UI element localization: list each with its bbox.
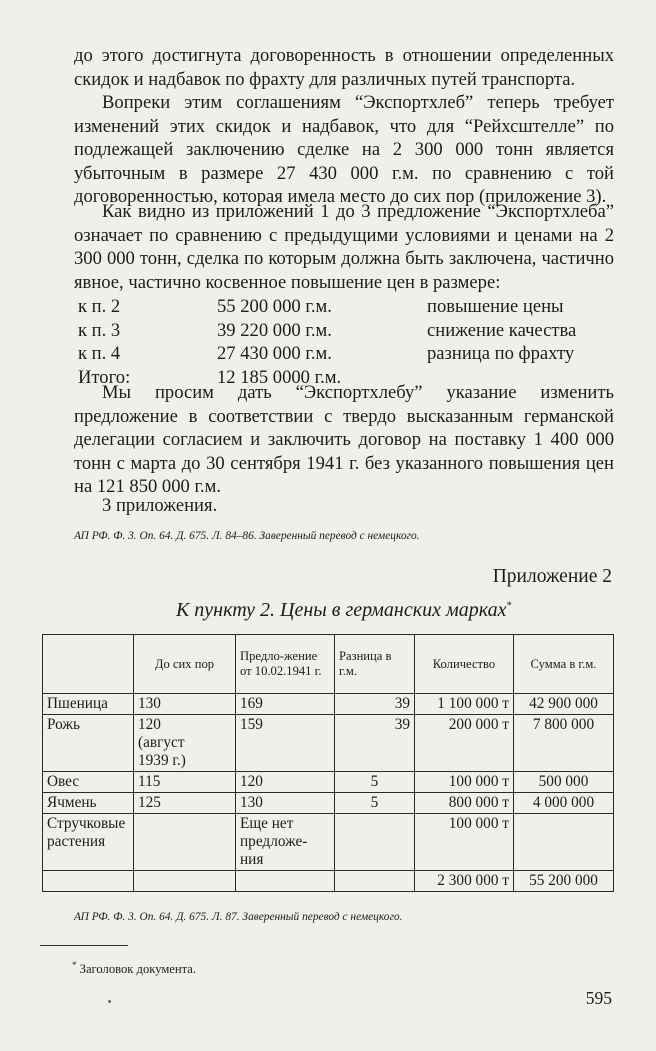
table-cell: 115	[134, 772, 236, 793]
table-cell: 5	[335, 772, 415, 793]
table-cell: 500 000	[514, 772, 614, 793]
table-row	[43, 814, 614, 871]
paragraph-exportkhleb-demands: Вопреки этим соглашениям “Экспортхлеб” теперь требует изменений этих скидок и надбавок, что для “Рейхсштелле” по подлежащей заключению сделке на 2 300 000 тонн является убыточным в размере 27 430 000 г.м. по сравнению с той договоренностью, которая имела место до сих пор (приложение 3).	[74, 92, 614, 208]
header-cell: Количество	[415, 635, 514, 694]
table-cell: 120	[236, 772, 335, 793]
table-cell: Овес	[43, 772, 134, 793]
table-cell: 100 000 т	[415, 772, 514, 793]
table-cell: 130	[134, 694, 236, 715]
table-cell: 159	[236, 715, 335, 772]
footnote-text: Заголовок документа.	[79, 962, 197, 977]
table-cell: 169	[236, 694, 335, 715]
breakdown-amount: 27 430 000 г.м.	[217, 343, 332, 365]
breakdown-row	[78, 295, 618, 319]
table-cell: 55 200 000	[514, 871, 614, 892]
breakdown-amount: 55 200 000 г.м.	[217, 296, 332, 317]
table-cell: Рожь	[43, 715, 134, 772]
header-cell: Сумма в г.м.	[514, 635, 614, 694]
header-cell: Разница в г.м.	[335, 635, 415, 694]
paragraph-request: Мы просим дать “Экспортхлебу” указание изменить предложение в соответствии с твердо высказанным германской делегации согласием и заключить договор на поставку 1 400 000 тонн с марта до 30 сентября 1941 г. без указанного повышения цен на 121 850 000 г.м.	[74, 382, 614, 498]
page-number: 595	[585, 988, 612, 1008]
archive-source-2: АП РФ. Ф. 3. Оп. 64. Д. 675. Л. 87. Заверенный перевод с немецкого.	[74, 911, 403, 923]
breakdown-row	[78, 342, 618, 366]
breakdown-item: к п. 2	[78, 296, 121, 317]
table-row	[43, 772, 614, 793]
footnote-mark: *	[72, 960, 77, 970]
breakdown-amount: 39 220 000 г.м.	[217, 319, 332, 341]
archive-source-1: АП РФ. Ф. 3. Оп. 64. Д. 675. Л. 84–86. Заверенный перевод с немецкого.	[74, 530, 420, 542]
table-cell	[335, 871, 415, 892]
table-cell: 2 300 000 т	[415, 871, 514, 892]
table-cell: Стручковые растения	[43, 814, 134, 871]
table-cell: 120 (август 1939 г.)	[134, 715, 236, 772]
table-cell: Еще нет предложе-ния	[236, 814, 335, 871]
table-cell: 4 000 000	[514, 793, 614, 814]
table-cell: 125	[134, 793, 236, 814]
header-cell	[43, 635, 134, 694]
footnote-divider	[40, 945, 128, 946]
table-header-row	[43, 635, 614, 694]
table-cell: Ячмень	[43, 793, 134, 814]
table-title-text: К пункту 2. Цены в германских марках	[176, 599, 507, 621]
breakdown-note: снижение качества	[427, 319, 577, 341]
breakdown-note: повышение цены	[427, 296, 564, 317]
table-cell: Пшеница	[43, 694, 134, 715]
table-cell: 100 000 т	[415, 814, 514, 871]
breakdown-amount: 12 185 0000 г.м.	[217, 366, 342, 388]
footnote	[72, 960, 196, 977]
paragraph-continuation: до этого достигнута договоренность в отношении определенных скидок и надбавок по фрахту для различных путей транспорта.	[74, 45, 614, 90]
table-cell: 200 000 т	[415, 715, 514, 772]
paragraph-price-increase: Как видно из приложений 1 до 3 предложение “Экспортхлеба” означает по сравнению с предыдущими условиями и ценами на 2 300 000 тонн, сделка по которым должна быть заключена, частично явное, частично косвенное повышение цен в размере:	[74, 201, 614, 293]
table-cell: 130	[236, 793, 335, 814]
table-cell	[335, 814, 415, 871]
table-cell	[514, 814, 614, 871]
table-title	[74, 599, 614, 622]
print-speck	[108, 1000, 111, 1003]
table-cell: 1 100 000 т	[415, 694, 514, 715]
table-row	[43, 715, 614, 772]
table-total-row	[43, 871, 614, 892]
prices-table	[42, 634, 614, 892]
table-cell: 39	[335, 694, 415, 715]
price-increase-breakdown	[78, 295, 618, 389]
table-cell	[134, 814, 236, 871]
table-cell	[43, 871, 134, 892]
breakdown-item: к п. 4	[78, 343, 121, 365]
table-cell: 7 800 000	[514, 715, 614, 772]
table-cell: 5	[335, 793, 415, 814]
table-cell	[236, 871, 335, 892]
table-cell: 800 000 т	[415, 793, 514, 814]
table-cell: 42 900 000	[514, 694, 614, 715]
appendix-label: Приложение 2	[492, 566, 612, 587]
table-row	[43, 694, 614, 715]
enclosures-note: 3 приложения.	[102, 495, 218, 516]
header-cell: До сих пор	[134, 635, 236, 694]
table-cell: 39	[335, 715, 415, 772]
table-row	[43, 793, 614, 814]
header-cell: Предло-жение от 10.02.1941 г.	[236, 635, 335, 694]
footnote-marker: *	[506, 599, 512, 612]
breakdown-item: к п. 3	[78, 319, 121, 341]
breakdown-row	[78, 319, 618, 343]
breakdown-note: разница по фрахту	[427, 343, 575, 365]
table-cell	[134, 871, 236, 892]
breakdown-item: Итого:	[78, 366, 131, 388]
